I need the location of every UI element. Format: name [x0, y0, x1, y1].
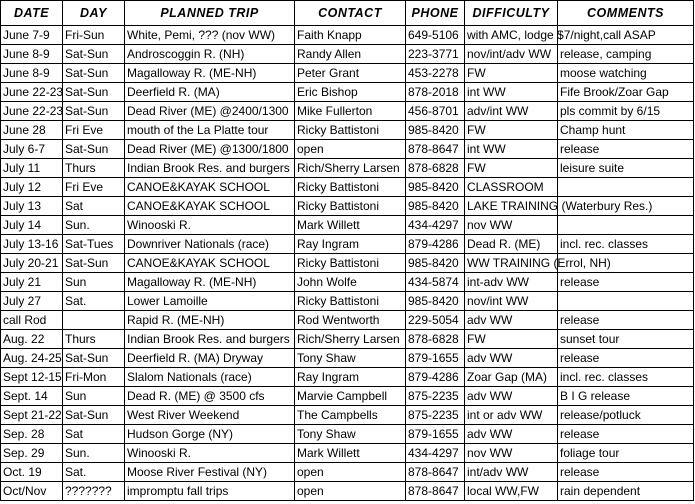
- phone-cell: 456-8701: [406, 102, 465, 121]
- comments-cell: leisure suite: [558, 159, 694, 178]
- phone-cell: 875-2235: [406, 406, 465, 425]
- table-row: [1, 273, 694, 292]
- date-cell: June 22-23: [1, 83, 63, 102]
- contact-cell: Ricky Battistoni: [295, 178, 406, 197]
- date-cell: July 12: [1, 178, 63, 197]
- difficulty-cell: int WW: [465, 83, 558, 102]
- difficulty-cell: WW TRAINING (Errol, NH): [465, 254, 558, 273]
- header-comments: COMMENTS: [558, 1, 694, 26]
- date-cell: Aug. 24-25: [1, 349, 63, 368]
- difficulty-cell: adv WW: [465, 387, 558, 406]
- difficulty-cell: LAKE TRAINING (Waterbury Res.): [465, 197, 558, 216]
- difficulty-cell: CLASSROOM: [465, 178, 558, 197]
- phone-cell: 878-8647: [406, 482, 465, 501]
- table-row: [1, 216, 694, 235]
- difficulty-cell: Dead R. (ME): [465, 235, 558, 254]
- contact-cell: open: [295, 482, 406, 501]
- day-cell: Sat-Sun: [63, 102, 125, 121]
- day-cell: Sat-Sun: [63, 45, 125, 64]
- phone-cell: 879-4286: [406, 235, 465, 254]
- table-row: [1, 26, 694, 45]
- date-cell: Sept 12-15: [1, 368, 63, 387]
- difficulty-cell: FW: [465, 159, 558, 178]
- date-cell: July 20-21: [1, 254, 63, 273]
- contact-cell: Ray Ingram: [295, 368, 406, 387]
- header-difficulty: DIFFICULTY: [465, 1, 558, 26]
- contact-cell: Tony Shaw: [295, 425, 406, 444]
- table-row: [1, 349, 694, 368]
- day-cell: ???????: [63, 482, 125, 501]
- date-cell: June 8-9: [1, 64, 63, 83]
- trip-cell: mouth of the La Platte tour: [125, 121, 295, 140]
- difficulty-cell: Zoar Gap (MA): [465, 368, 558, 387]
- date-cell: Oct/Nov: [1, 482, 63, 501]
- phone-cell: 985-8420: [406, 254, 465, 273]
- difficulty-cell: adv/int WW: [465, 102, 558, 121]
- phone-cell: 879-1655: [406, 425, 465, 444]
- phone-cell: 434-4297: [406, 444, 465, 463]
- day-cell: Sat-Sun: [63, 140, 125, 159]
- phone-cell: 878-6828: [406, 330, 465, 349]
- header-row: [1, 1, 694, 26]
- trip-cell: Dead River (ME) @1300/1800: [125, 140, 295, 159]
- date-cell: July 27: [1, 292, 63, 311]
- phone-cell: 985-8420: [406, 121, 465, 140]
- comments-cell: release: [558, 311, 694, 330]
- date-cell: July 21: [1, 273, 63, 292]
- date-cell: June 28: [1, 121, 63, 140]
- difficulty-cell: int or adv WW: [465, 406, 558, 425]
- contact-cell: Rich/Sherry Larsen: [295, 159, 406, 178]
- date-cell: July 13: [1, 197, 63, 216]
- day-cell: Thurs: [63, 159, 125, 178]
- table-row: [1, 311, 694, 330]
- contact-cell: Ray Ingram: [295, 235, 406, 254]
- trip-cell: Downriver Nationals (race): [125, 235, 295, 254]
- trip-cell: CANOE&KAYAK SCHOOL: [125, 197, 295, 216]
- contact-cell: open: [295, 463, 406, 482]
- day-cell: Sat-Tues: [63, 235, 125, 254]
- table-row: [1, 406, 694, 425]
- table-row: [1, 83, 694, 102]
- trip-cell: CANOE&KAYAK SCHOOL: [125, 178, 295, 197]
- comments-cell: pls commit by 6/15: [558, 102, 694, 121]
- table-row: [1, 482, 694, 501]
- contact-cell: Rod Wentworth: [295, 311, 406, 330]
- phone-cell: 878-6828: [406, 159, 465, 178]
- table-row: [1, 292, 694, 311]
- date-cell: July 11: [1, 159, 63, 178]
- trip-cell: Deerfield R. (MA) Dryway: [125, 349, 295, 368]
- trip-cell: Indian Brook Res. and burgers: [125, 159, 295, 178]
- table-row: [1, 45, 694, 64]
- phone-cell: 879-4286: [406, 368, 465, 387]
- trip-cell: Dead R. (ME) @ 3500 cfs: [125, 387, 295, 406]
- contact-cell: The Campbells: [295, 406, 406, 425]
- difficulty-cell: nov WW: [465, 444, 558, 463]
- table-row: [1, 254, 694, 273]
- trip-cell: Hudson Gorge (NY): [125, 425, 295, 444]
- day-cell: Fri Eve: [63, 178, 125, 197]
- phone-cell: 985-8420: [406, 178, 465, 197]
- table-row: [1, 121, 694, 140]
- comments-cell: [558, 178, 694, 197]
- contact-cell: Faith Knapp: [295, 26, 406, 45]
- trip-cell: Magalloway R. (ME-NH): [125, 273, 295, 292]
- comments-cell: release: [558, 425, 694, 444]
- date-cell: Sept. 14: [1, 387, 63, 406]
- trip-cell: Winooski R.: [125, 444, 295, 463]
- comments-cell: moose watching: [558, 64, 694, 83]
- comments-cell: [558, 216, 694, 235]
- table-row: [1, 330, 694, 349]
- table-row: [1, 235, 694, 254]
- date-cell: July 14: [1, 216, 63, 235]
- day-cell: Sat.: [63, 292, 125, 311]
- day-cell: Sun: [63, 387, 125, 406]
- table-row: [1, 387, 694, 406]
- day-cell: [63, 311, 125, 330]
- difficulty-cell: local WW,FW: [465, 482, 558, 501]
- difficulty-cell: FW: [465, 330, 558, 349]
- table-row: [1, 102, 694, 121]
- phone-cell: 434-4297: [406, 216, 465, 235]
- trip-cell: Androscoggin R. (NH): [125, 45, 295, 64]
- comments-cell: B I G release: [558, 387, 694, 406]
- comments-cell: release, camping: [558, 45, 694, 64]
- day-cell: Sat-Sun: [63, 64, 125, 83]
- trip-cell: Moose River Festival (NY): [125, 463, 295, 482]
- trip-cell: Indian Brook Res. and burgers: [125, 330, 295, 349]
- table-row: [1, 425, 694, 444]
- contact-cell: Eric Bishop: [295, 83, 406, 102]
- day-cell: Fri-Mon: [63, 368, 125, 387]
- day-cell: Sat: [63, 197, 125, 216]
- difficulty-cell: nov WW: [465, 216, 558, 235]
- day-cell: Sat-Sun: [63, 406, 125, 425]
- difficulty-cell: adv WW: [465, 349, 558, 368]
- phone-cell: 649-5106: [406, 26, 465, 45]
- header-planned-trip: PLANNED TRIP: [125, 1, 295, 26]
- date-cell: June 7-9: [1, 26, 63, 45]
- day-cell: Sat-Sun: [63, 254, 125, 273]
- contact-cell: Ricky Battistoni: [295, 292, 406, 311]
- phone-cell: 878-8647: [406, 140, 465, 159]
- table-row: [1, 159, 694, 178]
- contact-cell: Tony Shaw: [295, 349, 406, 368]
- date-cell: July 13-16: [1, 235, 63, 254]
- comments-cell: release: [558, 463, 694, 482]
- difficulty-cell: FW: [465, 121, 558, 140]
- date-cell: June 22-23: [1, 102, 63, 121]
- trip-cell: White, Pemi, ??? (nov WW): [125, 26, 295, 45]
- contact-cell: Ricky Battistoni: [295, 197, 406, 216]
- date-cell: Aug. 22: [1, 330, 63, 349]
- date-cell: July 6-7: [1, 140, 63, 159]
- phone-cell: 985-8420: [406, 197, 465, 216]
- phone-cell: 878-2018: [406, 83, 465, 102]
- difficulty-cell: int-adv WW: [465, 273, 558, 292]
- trip-cell: Slalom Nationals (race): [125, 368, 295, 387]
- difficulty-cell: nov/int WW: [465, 292, 558, 311]
- table-row: [1, 140, 694, 159]
- difficulty-cell: int WW: [465, 140, 558, 159]
- day-cell: Sun.: [63, 216, 125, 235]
- comments-cell: [558, 292, 694, 311]
- day-cell: Fri-Sun: [63, 26, 125, 45]
- header-date: DATE: [1, 1, 63, 26]
- difficulty-cell: FW: [465, 64, 558, 83]
- header-phone: PHONE: [406, 1, 465, 26]
- comments-cell: Champ hunt: [558, 121, 694, 140]
- difficulty-cell: adv WW: [465, 311, 558, 330]
- table-row: [1, 444, 694, 463]
- day-cell: Sat: [63, 425, 125, 444]
- phone-cell: 223-3771: [406, 45, 465, 64]
- date-cell: Sept 21-22: [1, 406, 63, 425]
- day-cell: Sat.: [63, 463, 125, 482]
- trip-cell: Winooski R.: [125, 216, 295, 235]
- day-cell: Sat-Sun: [63, 349, 125, 368]
- table-row: [1, 178, 694, 197]
- date-cell: Oct. 19: [1, 463, 63, 482]
- table-row: [1, 64, 694, 83]
- trip-cell: West River Weekend: [125, 406, 295, 425]
- difficulty-cell: with AMC, lodge $7/night,call ASAP: [465, 26, 558, 45]
- date-cell: call Rod: [1, 311, 63, 330]
- contact-cell: Ricky Battistoni: [295, 254, 406, 273]
- phone-cell: 434-5874: [406, 273, 465, 292]
- date-cell: Sep. 28: [1, 425, 63, 444]
- day-cell: Sun: [63, 273, 125, 292]
- table-row: [1, 463, 694, 482]
- table-row: [1, 368, 694, 387]
- contact-cell: Randy Allen: [295, 45, 406, 64]
- comments-cell: foliage tour: [558, 444, 694, 463]
- comments-cell: release: [558, 349, 694, 368]
- difficulty-cell: nov/int/adv WW: [465, 45, 558, 64]
- comments-cell: rain dependent: [558, 482, 694, 501]
- phone-cell: 229-5054: [406, 311, 465, 330]
- contact-cell: Mark Willett: [295, 444, 406, 463]
- contact-cell: Ricky Battistoni: [295, 121, 406, 140]
- day-cell: Thurs: [63, 330, 125, 349]
- comments-cell: release/potluck: [558, 406, 694, 425]
- difficulty-cell: adv WW: [465, 425, 558, 444]
- comments-cell: release: [558, 140, 694, 159]
- trip-cell: Magalloway R. (ME-NH): [125, 64, 295, 83]
- trip-cell: Lower Lamoille: [125, 292, 295, 311]
- contact-cell: Mark Willett: [295, 216, 406, 235]
- date-cell: June 8-9: [1, 45, 63, 64]
- phone-cell: 985-8420: [406, 292, 465, 311]
- comments-cell: sunset tour: [558, 330, 694, 349]
- comments-cell: release: [558, 273, 694, 292]
- contact-cell: Marvie Campbell: [295, 387, 406, 406]
- trip-cell: Dead River (ME) @2400/1300: [125, 102, 295, 121]
- comments-cell: incl. rec. classes: [558, 368, 694, 387]
- contact-cell: Mike Fullerton: [295, 102, 406, 121]
- header-day: DAY: [63, 1, 125, 26]
- comments-cell: Fife Brook/Zoar Gap: [558, 83, 694, 102]
- phone-cell: 453-2278: [406, 64, 465, 83]
- difficulty-cell: int/adv WW: [465, 463, 558, 482]
- trip-cell: Rapid R. (ME-NH): [125, 311, 295, 330]
- day-cell: Sat-Sun: [63, 83, 125, 102]
- trip-cell: Deerfield R. (MA): [125, 83, 295, 102]
- phone-cell: 879-1655: [406, 349, 465, 368]
- contact-cell: Rich/Sherry Larsen: [295, 330, 406, 349]
- trip-cell: impromptu fall trips: [125, 482, 295, 501]
- trip-cell: CANOE&KAYAK SCHOOL: [125, 254, 295, 273]
- contact-cell: John Wolfe: [295, 273, 406, 292]
- contact-cell: Peter Grant: [295, 64, 406, 83]
- table-row: [1, 197, 694, 216]
- date-cell: Sep. 29: [1, 444, 63, 463]
- comments-cell: incl. rec. classes: [558, 235, 694, 254]
- day-cell: Sun.: [63, 444, 125, 463]
- phone-cell: 878-8647: [406, 463, 465, 482]
- header-contact: CONTACT: [295, 1, 406, 26]
- day-cell: Fri Eve: [63, 121, 125, 140]
- contact-cell: open: [295, 140, 406, 159]
- phone-cell: 875-2235: [406, 387, 465, 406]
